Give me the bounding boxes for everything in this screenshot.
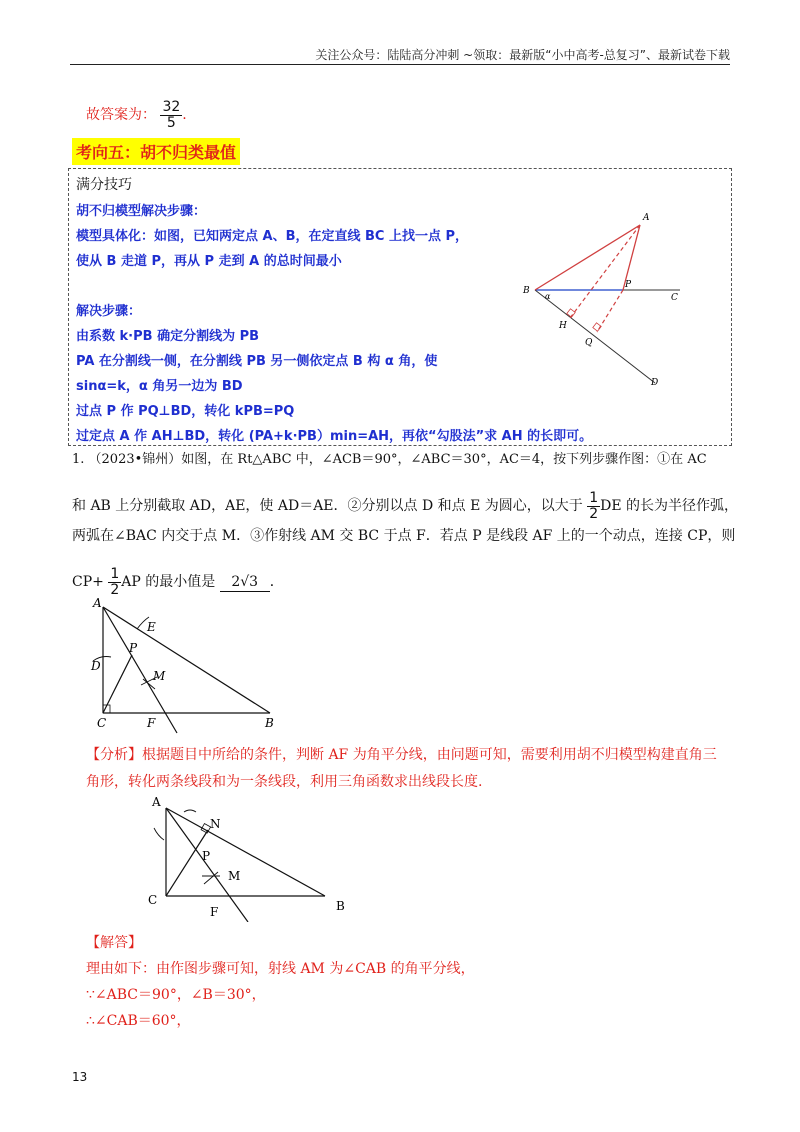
label-alpha: α <box>545 292 551 301</box>
fig1-label-a: A <box>93 596 102 610</box>
tip-line-9: 过定点 A 作 AH⊥BD，转化 (PA+k·PB）min=AH，再依“勾股法”求 AH 的长即可。 <box>76 429 593 444</box>
segment-ah <box>570 225 640 318</box>
tip-line-2: 模型具体化：如图，已知两定点 A、B，在定直线 BC 上找一点 P， <box>76 229 469 244</box>
label-c: C <box>671 293 678 303</box>
solution-line-3: ∴∠CAB＝60°， <box>86 1013 191 1029</box>
fraction-denominator: 5 <box>166 114 176 131</box>
analysis-line-1: 【分析】根据题目中所给的条件，判断 AF 为角平分线，由问题可知，需要利用胡不归模型构建直角三 <box>86 747 717 763</box>
fig2-label-p: P <box>202 849 211 863</box>
tip-line-5: 由系数 k·PB 确定分割线为 PB <box>76 329 260 344</box>
tip-line-1: 胡不归模型解决步骤： <box>76 204 207 219</box>
answer-fraction <box>160 100 182 130</box>
question-line-4a: CP+ <box>72 574 104 590</box>
segment-pq <box>597 290 623 332</box>
fig2-arc-m <box>202 872 220 884</box>
analysis-line-2: 角形，转化两条线段和为一条线段，利用三角函数求出线段长度. <box>86 774 483 790</box>
half-numerator: 1 <box>589 489 599 506</box>
label-a: A <box>643 213 650 223</box>
label-d: D <box>651 378 659 388</box>
answer-suffix: . <box>182 107 187 124</box>
fraction-numerator: 32 <box>162 99 181 115</box>
solution-line-1: 理由如下：由作图步骤可知，射线 AM 为∠CAB 的角平分线， <box>86 961 475 977</box>
answer-prefix: 故答案为： <box>86 107 156 124</box>
tip-line-3: 使从 B 走道 P，再从 P 走到 A 的总时间最小 <box>76 254 342 269</box>
page-number: 13 <box>72 1070 88 1084</box>
fig2-label-a: A <box>152 795 161 809</box>
fig1-label-p: P <box>129 641 138 655</box>
question-line-2a: 和 AB 上分别截取 AD，AE，使 AD＝AE．②分别以点 D 和点 E 为圆心，以大于 <box>72 498 583 514</box>
figure-2 <box>140 792 360 922</box>
fig2-label-n: N <box>210 817 221 831</box>
half-fraction-2 <box>108 567 121 597</box>
question-line-2b: DE 的长为半径作弧， <box>600 498 739 514</box>
question-line-1: 1. （2023•锦州）如图，在 Rt△ABC 中，∠ACB＝90°，∠ABC＝30°，AC＝4，按下列步骤作图：①在 AC <box>72 452 707 467</box>
fig1-label-m: M <box>153 669 166 683</box>
tip-figure <box>505 205 705 390</box>
header-text: 关注公众号：陆陆高分冲刺 ~领取：最新版“小中高考-总复习”、最新试卷下载 <box>315 48 730 62</box>
fig2-segment-cn <box>166 830 211 896</box>
fig2-label-f: F <box>210 905 219 919</box>
fig2-label-c: C <box>148 893 158 907</box>
label-b: B <box>523 286 530 296</box>
section-title: 考向五：胡不归类最值 <box>72 138 240 165</box>
tip-line-8: 过点 P 作 PQ⊥BD，转化 kPB=PQ <box>76 404 295 419</box>
tip-line-6: PA 在分割线一侧，在分割线 PB 另一侧依定点 B 构 α 角，使 <box>76 354 438 369</box>
half-denominator-2: 2 <box>110 581 120 598</box>
question-line-3: 两弧在∠BAC 内交于点 M．③作射线 AM 交 BC 于点 F．若点 P 是线段 AF 上的一个动点，连接 CP，则 <box>72 528 736 544</box>
previous-answer <box>86 100 187 130</box>
fig1-label-c: C <box>97 716 107 730</box>
side-ab <box>103 607 270 713</box>
fig2-arc-2 <box>184 810 196 812</box>
page-header <box>70 46 730 65</box>
question-line-2 <box>72 476 738 521</box>
fig1-label-e: E <box>147 620 156 634</box>
fig1-label-b: B <box>265 716 274 730</box>
solution-line-2: ∵∠ABC＝90°，∠B＝30°， <box>86 987 266 1003</box>
figure-1 <box>85 595 295 735</box>
label-q: Q <box>585 338 593 348</box>
tip-title: 满分技巧 <box>76 177 132 193</box>
tip-line-7: sinα=k，α 角另一边为 BD <box>76 379 243 394</box>
line-bd <box>535 290 655 383</box>
label-h: H <box>559 321 567 331</box>
fig2-side-ab <box>166 808 325 896</box>
question-line-4c: ． <box>269 574 284 590</box>
question-line-4 <box>72 554 284 597</box>
fig2-arc-1 <box>154 828 164 840</box>
fig2-label-m: M <box>228 869 241 883</box>
tip-line-4: 解决步骤： <box>76 304 142 319</box>
solution-title: 【解答】 <box>86 935 142 951</box>
question-line-4b: AP 的最小值是 <box>121 574 216 590</box>
fig2-label-b: B <box>336 899 345 913</box>
half-fraction <box>587 491 600 521</box>
half-numerator-2: 1 <box>110 565 120 582</box>
label-p: P <box>625 280 632 290</box>
half-denominator: 2 <box>589 505 599 522</box>
fig1-label-d: D <box>91 659 101 673</box>
answer-blank: 2√3 <box>220 574 270 592</box>
fig1-label-f: F <box>147 716 156 730</box>
segment-cp <box>103 655 132 713</box>
